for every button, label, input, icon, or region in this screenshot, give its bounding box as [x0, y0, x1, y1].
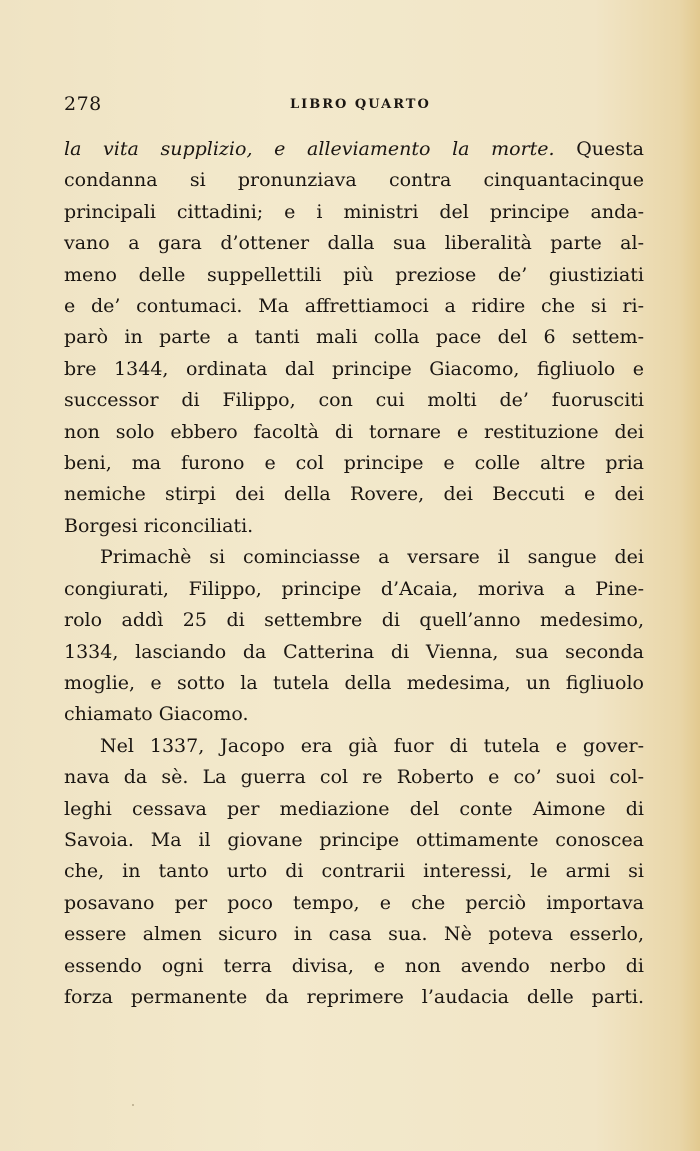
line-text: Questa: [554, 138, 644, 160]
text-line: non solo ebbero facoltà di tornare e restituzione dei: [64, 420, 644, 443]
text-line: meno delle suppellettili più preziose de’ giustiziati: [64, 263, 644, 286]
text-line: beni, ma furono e col principe e colle altre pria: [64, 452, 644, 475]
text-line: moglie, e sotto la tutela della medesima, un figliuolo: [64, 671, 644, 694]
text-line: posavano per poco tempo, e che perciò importava: [64, 891, 644, 914]
text-line: essendo ogni terra divisa, e non avendo nerbo di: [64, 954, 644, 977]
running-head: LIBRO QUARTO: [290, 97, 431, 112]
text-line: essere almen sicuro in casa sua. Nè poteva esserlo,: [64, 923, 644, 946]
text-line: 1334, lasciando da Catterina di Vienna, sua seconda: [64, 640, 644, 663]
text-line: chiamato Giacomo.: [64, 703, 249, 726]
text-line: rolo addì 25 di settembre di quell’anno medesimo,: [64, 609, 644, 632]
text-line: Savoia. Ma il giovane principe ottimamente conoscea: [64, 828, 644, 851]
italic-phrase: la vita supplizio, e alleviamento la morte.: [64, 138, 555, 160]
text-line: forza permanente da reprimere l’audacia delle parti.: [64, 985, 644, 1008]
text-line: principali cittadini; e i ministri del principe anda-: [64, 200, 644, 223]
text-line: successor di Filippo, con cui molti de’ fuorusciti: [64, 389, 644, 412]
paper-speck: [132, 1104, 134, 1106]
text-line: e de’ contumaci. Ma affrettiamoci a ridire che si ri-: [64, 295, 644, 318]
text-line: leghi cessava per mediazione del conte Aimone di: [64, 797, 644, 820]
text-line: Borgesi riconciliati.: [64, 514, 254, 537]
paragraph: [64, 542, 644, 730]
page-header: [64, 93, 644, 117]
text-line: nava da sè. La guerra col re Roberto e co’ suoi col-: [64, 766, 644, 789]
text-line: nemiche stirpi dei della Rovere, dei Beccuti e dei: [64, 483, 644, 506]
paragraph: [64, 134, 644, 542]
text-line: Primachè si cominciasse a versare il sangue dei: [100, 546, 644, 569]
page-number: 278: [64, 93, 102, 115]
text-line: [64, 134, 644, 165]
text-line: che, in tanto urto di contrarii interessi, le armi si: [64, 860, 644, 883]
text-line: bre 1344, ordinata dal principe Giacomo, figliuolo e: [64, 357, 644, 380]
text-line: Nel 1337, Jacopo era già fuor di tutela e gover-: [100, 734, 644, 757]
text-line: condanna si pronunziava contra cinquantacinque: [64, 169, 644, 192]
text-line: parò in parte a tanti mali colla pace del 6 settem-: [64, 326, 644, 349]
body-text: [64, 134, 644, 1013]
paragraph: [64, 731, 644, 1014]
text-line: congiurati, Filippo, principe d’Acaia, moriva a Pine-: [64, 577, 644, 600]
text-line: vano a gara d’ottener dalla sua liberalità parte al-: [64, 232, 644, 255]
